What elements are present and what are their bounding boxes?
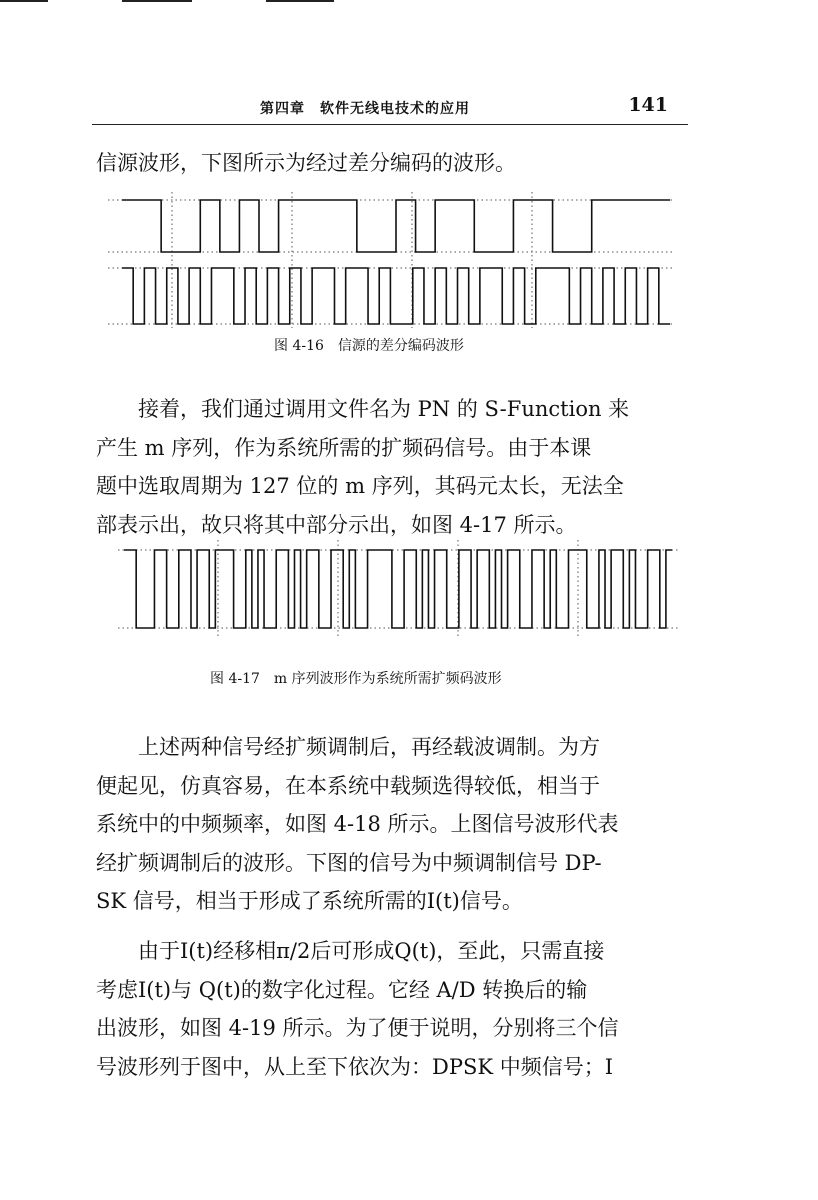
text-line: 出波形，如图 4-19 所示。为了便于说明，分别将三个信 bbox=[96, 1016, 619, 1040]
paragraph-2 bbox=[96, 390, 696, 544]
text-line: 经扩频调制后的波形。下图的信号为中频调制信号 DP- bbox=[96, 850, 602, 875]
top-rule-3 bbox=[266, 0, 334, 2]
bottom-waveform bbox=[122, 268, 670, 324]
text-line: 接着，我们通过调用文件名为 PN 的 S-Function 来 bbox=[96, 397, 630, 421]
paragraph-1 bbox=[96, 144, 696, 183]
top-rule-1 bbox=[0, 0, 48, 2]
text-line: 考虑I(t)与 Q(t)的数字化过程。它经 A/D 转换后的输 bbox=[96, 977, 588, 1002]
page-number: 141 bbox=[628, 94, 668, 116]
text-line: 信源波形，下图所示为经过差分编码的波形。 bbox=[96, 151, 516, 175]
text-line: 题中选取周期为 127 位的 m 序列，其码元太长，无法全 bbox=[96, 474, 624, 498]
text-line: 便起见，仿真容易，在本系统中载频选得较低，相当于 bbox=[96, 773, 600, 798]
text-line: 产生 m 序列，作为系统所需的扩频码信号。由于本课 bbox=[96, 435, 592, 460]
text-line: 由于I(t)经移相π/2后可形成Q(t)，至此，只需直接 bbox=[96, 939, 605, 963]
page-header bbox=[92, 94, 688, 125]
figure-4-17-caption: 图 4-17 m 序列波形作为系统所需扩频码波形 bbox=[210, 671, 502, 687]
text-line: 系统中的中频频率，如图 4-18 所示。上图信号波形代表 bbox=[96, 812, 619, 836]
paragraph-3 bbox=[96, 728, 696, 921]
text-line: 部表示出，故只将其中部分示出，如图 4-17 所示。 bbox=[96, 512, 577, 537]
m-sequence-waveform bbox=[124, 550, 672, 628]
top-waveform bbox=[122, 200, 670, 252]
figure-4-16-caption: 图 4-16 信源的差分编码波形 bbox=[274, 338, 464, 354]
top-rule-2 bbox=[122, 0, 192, 2]
text-line: SK 信号，相当于形成了系统所需的I(t)信号。 bbox=[96, 889, 523, 913]
figure-4-17-waveform bbox=[118, 540, 678, 636]
chapter-title: 第四章 软件无线电技术的应用 bbox=[260, 101, 470, 117]
text-line: 号波形列于图中，从上至下依次为：DPSK 中频信号；I bbox=[96, 1054, 614, 1079]
paragraph-4 bbox=[96, 932, 696, 1086]
text-line: 上述两种信号经扩频调制后，再经载波调制。为方 bbox=[96, 735, 600, 759]
figure-4-16-waveform bbox=[108, 192, 674, 330]
